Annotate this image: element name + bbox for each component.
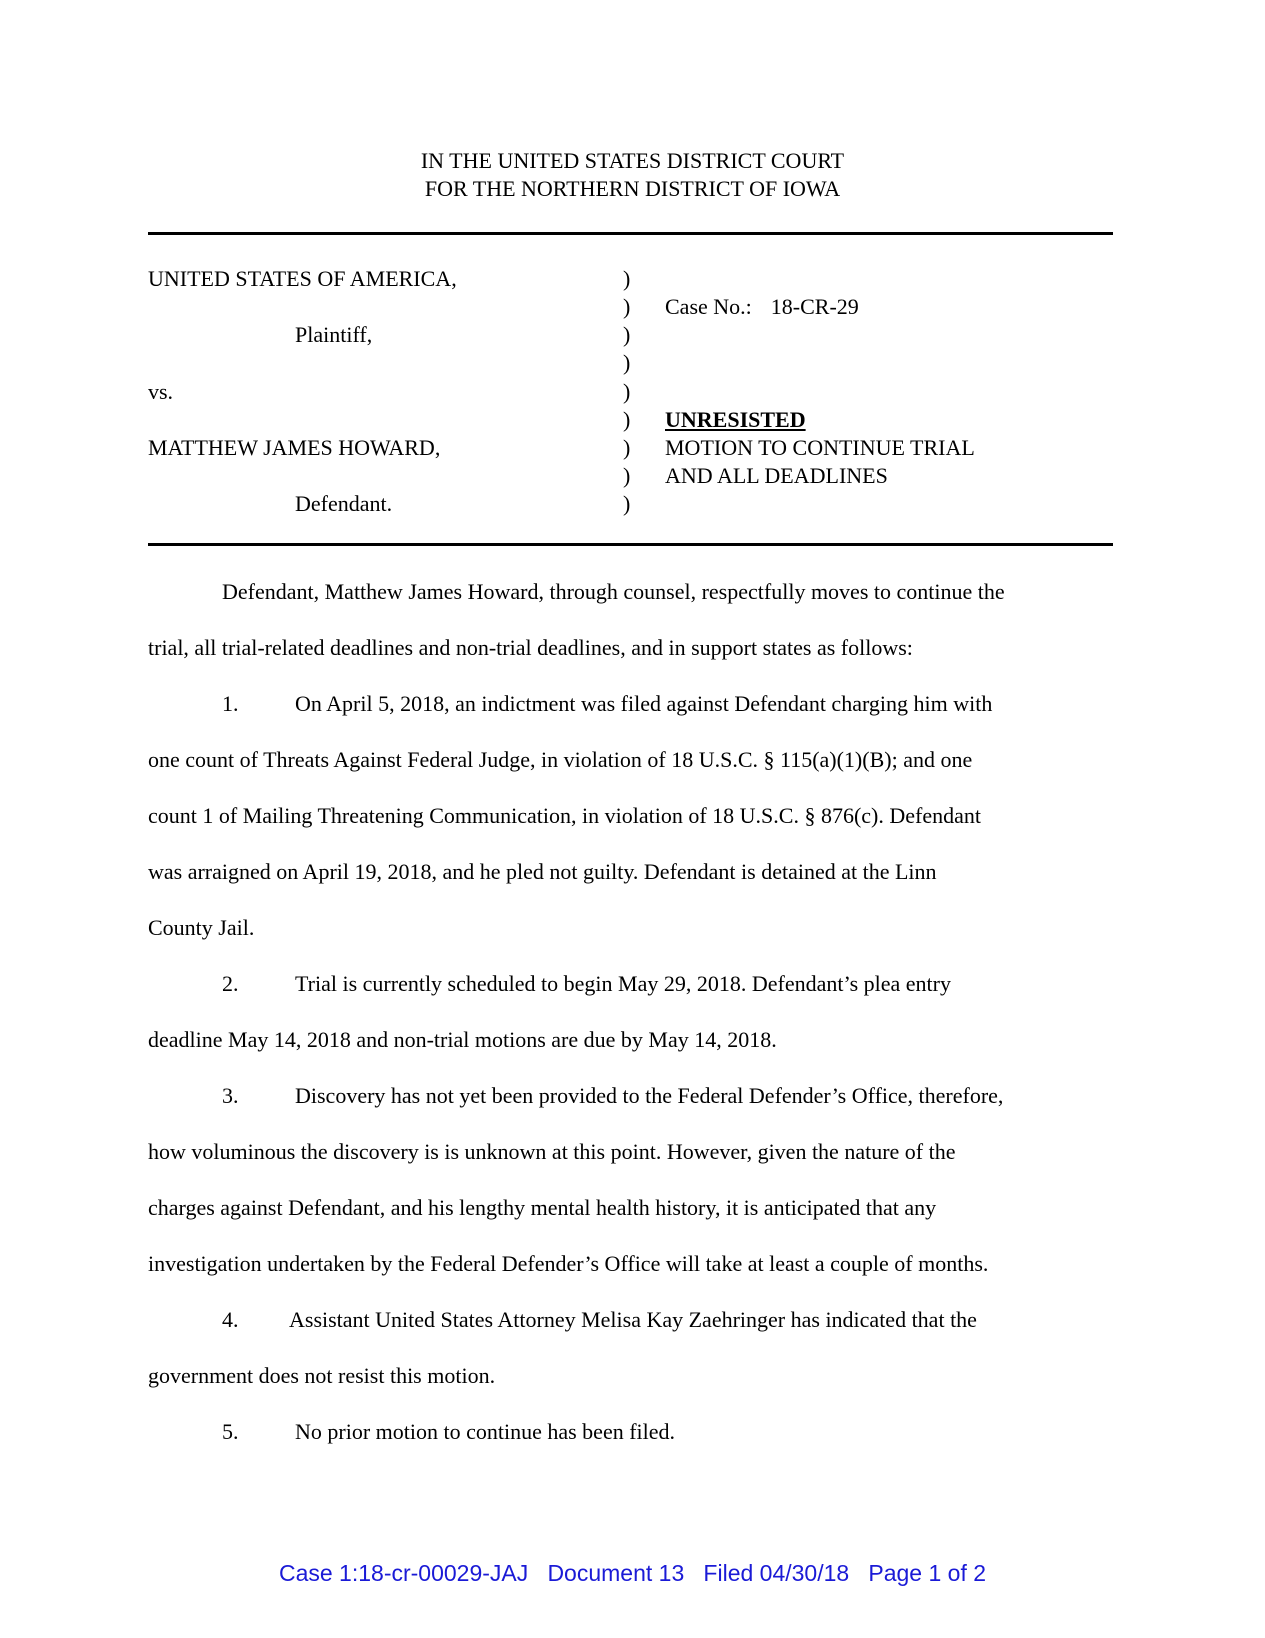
defendant-name: MATTHEW JAMES HOWARD, (148, 435, 441, 460)
paragraph-line: government does not resist this motion. (148, 1363, 496, 1388)
motion-title-line1: MOTION TO CONTINUE TRIAL (665, 435, 975, 460)
paragraph-line: charges against Defendant, and his lengthy mental health history, it is anticipated that any (148, 1195, 937, 1220)
caption-paren: ) (623, 407, 631, 432)
court-name-line1: IN THE UNITED STATES DISTRICT COURT (420, 148, 845, 173)
caption-paren: ) (623, 322, 631, 347)
paragraph-number: 3. (222, 1083, 239, 1108)
case-number (665, 293, 859, 321)
caption-paren: ) (623, 491, 631, 516)
caption-paren: ) (623, 266, 631, 291)
paragraph-line: Assistant United States Attorney Melisa Kay Zaehringer has indicated that the (289, 1307, 977, 1332)
defendant-role: Defendant. (295, 491, 393, 516)
intro-line: trial, all trial-related deadlines and non-trial deadlines, and in support states as follows: (148, 635, 913, 660)
caption-paren: ) (623, 294, 631, 319)
motion-title-line2: AND ALL DEADLINES (665, 463, 888, 488)
case-number-value: 18-CR-29 (770, 294, 859, 319)
intro-line: Defendant, Matthew James Howard, through counsel, respectfully moves to continue the (222, 579, 1005, 604)
filing-footer (0, 1560, 1265, 1587)
court-name-line2: FOR THE NORTHERN DISTRICT OF IOWA (424, 176, 841, 201)
caption-paren: ) (623, 435, 631, 460)
case-number-label: Case No.: (665, 294, 752, 319)
caption-paren: ) (623, 350, 631, 375)
paragraph-line: how voluminous the discovery is is unknown at this point. However, given the nature of the (148, 1139, 956, 1164)
paragraph-line: one count of Threats Against Federal Judge, in violation of 18 U.S.C. § 115(a)(1)(B); and one (148, 747, 973, 772)
caption-top-rule (148, 232, 1113, 235)
caption-paren: ) (623, 379, 631, 404)
paragraph-line: County Jail. (148, 915, 255, 940)
versus: vs. (148, 379, 174, 404)
motion-flag: UNRESISTED (665, 407, 806, 432)
paragraph-number: 1. (222, 691, 239, 716)
paragraph-number: 4. (222, 1307, 239, 1332)
plaintiff-role: Plaintiff, (295, 322, 373, 347)
footer-document: Document 13 (547, 1560, 685, 1586)
paragraph-line: Discovery has not yet been provided to the Federal Defender’s Office, therefore, (295, 1083, 1004, 1108)
paragraph-line: was arraigned on April 19, 2018, and he pled not guilty. Defendant is detained at the Linn (148, 859, 937, 884)
paragraph-line: No prior motion to continue has been filed. (295, 1419, 676, 1444)
footer-case: Case 1:18-cr-00029-JAJ (278, 1560, 529, 1586)
paragraph-number: 2. (222, 971, 239, 996)
paragraph-line: On April 5, 2018, an indictment was filed against Defendant charging him with (295, 691, 993, 716)
paragraph-line: Trial is currently scheduled to begin May 29, 2018. Defendant’s plea entry (295, 971, 951, 996)
paragraph-line: investigation undertaken by the Federal Defender’s Office will take at least a couple of months. (148, 1251, 989, 1276)
paragraph-line: count 1 of Mailing Threatening Communication, in violation of 18 U.S.C. § 876(c). Defendant (148, 803, 982, 828)
footer-filed: Filed 04/30/18 (703, 1560, 850, 1586)
caption-bottom-rule (148, 543, 1113, 546)
caption-paren: ) (623, 463, 631, 488)
footer-page: Page 1 of 2 (868, 1560, 987, 1586)
paragraph-number: 5. (222, 1419, 239, 1444)
paragraph-line: deadline May 14, 2018 and non-trial motions are due by May 14, 2018. (148, 1027, 777, 1052)
plaintiff-name: UNITED STATES OF AMERICA, (148, 266, 457, 291)
